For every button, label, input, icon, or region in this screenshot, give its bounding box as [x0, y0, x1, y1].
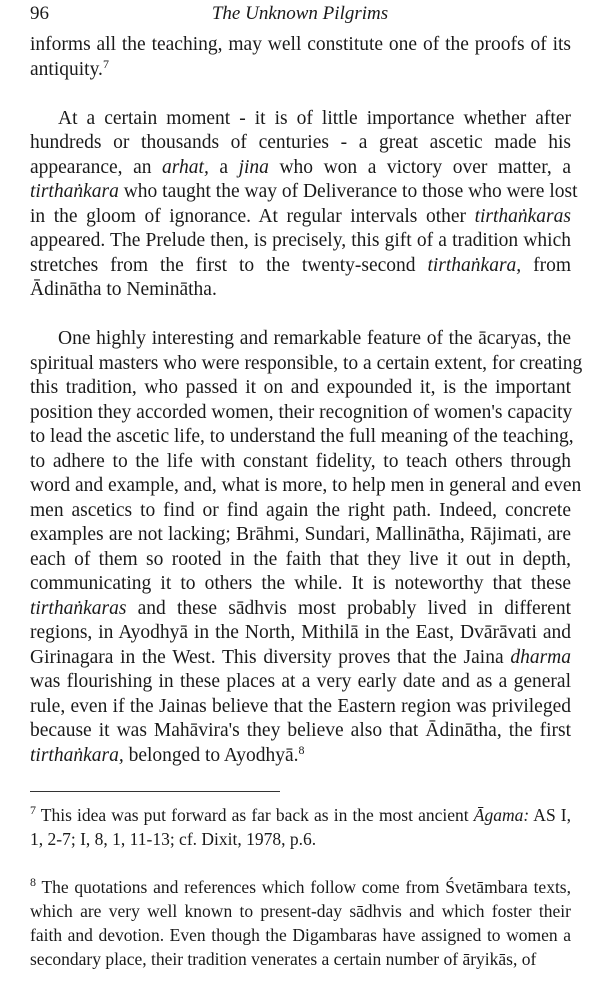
- footnote-marker: 7: [30, 803, 36, 817]
- text-line: [30, 58, 571, 83]
- text-run: The quotations and references which follow come from Śvetāmbara texts,: [36, 877, 571, 897]
- text-run: rule, even if the Jainas believe that the Eastern region was privileged: [30, 695, 571, 717]
- text-run: and these sādhvis most probably lived in different: [126, 597, 571, 619]
- text-run: communicating it to others the while. It is noteworthy that these: [30, 573, 571, 594]
- text-run: examples are not lacking; Brāhmi, Sundari, Mallinātha, Rājimati, are: [30, 524, 571, 545]
- footnotes: [30, 803, 571, 995]
- text-line: [30, 474, 582, 499]
- text-run: regions, in Ayodhyā in the North, Mithilā in the East, Dvārāvati and: [30, 622, 571, 643]
- text-run: was flourishing in these places at a very early date and as a general: [30, 671, 571, 692]
- text-run: which are very well known to present-day sādhvis and which foster their: [30, 901, 571, 921]
- text-line: [30, 450, 571, 475]
- text-line: [30, 425, 574, 450]
- text-line: [30, 254, 571, 279]
- italic-term: tirthaṅkaras: [30, 597, 127, 619]
- footnote-marker: 7: [102, 56, 109, 71]
- text-run: this tradition, who passed it on and expounded it, is the important: [30, 377, 571, 398]
- text-line: [30, 923, 571, 947]
- text-run: belonged to Ayodhyā.: [123, 744, 299, 766]
- text-run: men ascetics to find or find again the right path. Indeed, concrete: [30, 499, 571, 521]
- italic-term: tirthaṅkara,: [427, 254, 522, 276]
- footnote-marker: 8: [30, 875, 36, 889]
- text-line: [30, 875, 571, 899]
- text-run: At a certain moment - it is of little importance whether after: [58, 107, 571, 129]
- text-line: [30, 180, 578, 205]
- text-line: [30, 352, 583, 377]
- text-run: who won a victory over matter, a: [268, 156, 571, 178]
- text-line: [30, 131, 571, 156]
- text-run: informs all the teaching, may well constitute one of the proofs of its: [30, 34, 571, 55]
- text-run: spiritual masters who were responsible, to a certain extent, for creating: [30, 352, 583, 374]
- text-run: Ādinātha to Neminātha.: [30, 279, 217, 300]
- text-run: a: [208, 156, 239, 178]
- italic-term: tirthaṅkara,: [30, 744, 124, 766]
- text-line: [30, 33, 571, 58]
- text-line: [30, 376, 571, 401]
- text-run: word and example, and, what is more, to help men in general and even: [30, 475, 582, 496]
- text-line: [30, 401, 571, 426]
- text-run: Girinagara in the West. This diversity proves that the Jaina: [30, 646, 511, 668]
- italic-term: jina: [238, 156, 269, 178]
- text-run: who taught the way of Deliverance to those who were lost: [118, 181, 578, 202]
- italic-term: arhat,: [162, 156, 209, 178]
- text-run: appearance, an: [30, 156, 163, 178]
- paragraph: [30, 33, 571, 82]
- text-run: One highly interesting and remarkable feature of the ācaryas, the: [58, 328, 571, 349]
- footnote-separator: [30, 791, 280, 792]
- text-run: because it was Mahāvira's they believe also that Ādinātha, the first: [30, 720, 571, 741]
- text-run: stretches from the first to the twenty-second: [30, 254, 428, 276]
- paragraph: [30, 327, 583, 768]
- text-run: antiquity.: [30, 58, 103, 80]
- text-run: to adhere to the life with constant fidelity, to teach others through: [30, 450, 571, 472]
- text-line: [30, 278, 571, 303]
- text-line: [30, 327, 571, 352]
- text-run: This idea was put forward as far back as in the most ancient: [36, 805, 474, 825]
- text-line: [30, 205, 571, 230]
- footnote-marker: 8: [298, 742, 305, 757]
- text-line: [30, 744, 571, 769]
- text-line: [30, 499, 571, 524]
- text-line: [30, 572, 571, 597]
- text-line: [30, 107, 571, 132]
- page-number: 96: [30, 3, 49, 24]
- text-line: [30, 523, 571, 548]
- text-run: 1, 2-7; I, 8, 1, 11-13; cf. Dixit, 1978, p.6.: [30, 829, 317, 849]
- running-title: The Unknown Pilgrims: [211, 3, 389, 24]
- footnote: [30, 875, 571, 971]
- text-run: position they accorded women, their recognition of women's capacity: [30, 401, 573, 423]
- paragraph: [30, 107, 578, 303]
- text-run: faith and devotion. Even though the Digambaras have assigned to women a: [30, 925, 571, 945]
- text-line: [30, 947, 571, 971]
- text-line: [30, 899, 571, 923]
- text-run: in the gloom of ignorance. At regular intervals other: [30, 205, 475, 227]
- text-run: AS I,: [529, 805, 572, 825]
- text-run: hundreds or thousands of centuries - a great ascetic made his: [30, 132, 571, 153]
- text-line: [30, 646, 571, 671]
- text-line: [30, 597, 571, 622]
- running-header: [30, 0, 570, 28]
- italic-term: tirthaṅkaras: [474, 205, 571, 227]
- text-line: [30, 548, 571, 573]
- text-run: from: [521, 254, 571, 276]
- text-run: each of them so rooted in the faith that they live it out in depth,: [30, 548, 571, 570]
- text-line: [30, 621, 571, 646]
- italic-term: tirthaṅkara: [30, 181, 119, 202]
- text-line: [30, 229, 571, 254]
- text-line: [30, 827, 571, 851]
- footnote: [30, 803, 571, 851]
- text-line: [30, 670, 571, 695]
- text-line: [30, 156, 571, 181]
- italic-term: Āgama:: [473, 805, 530, 825]
- text-line: [30, 695, 571, 720]
- body-text: [30, 33, 583, 793]
- text-run: appeared. The Prelude then, is precisely, this gift of a tradition which: [30, 230, 571, 251]
- text-run: to lead the ascetic life, to understand the full meaning of the teaching,: [30, 426, 574, 447]
- text-line: [30, 719, 571, 744]
- text-line: [30, 803, 571, 827]
- italic-term: dharma: [510, 646, 571, 668]
- text-run: secondary place, their tradition venerates a certain number of āryikās, of: [30, 949, 537, 969]
